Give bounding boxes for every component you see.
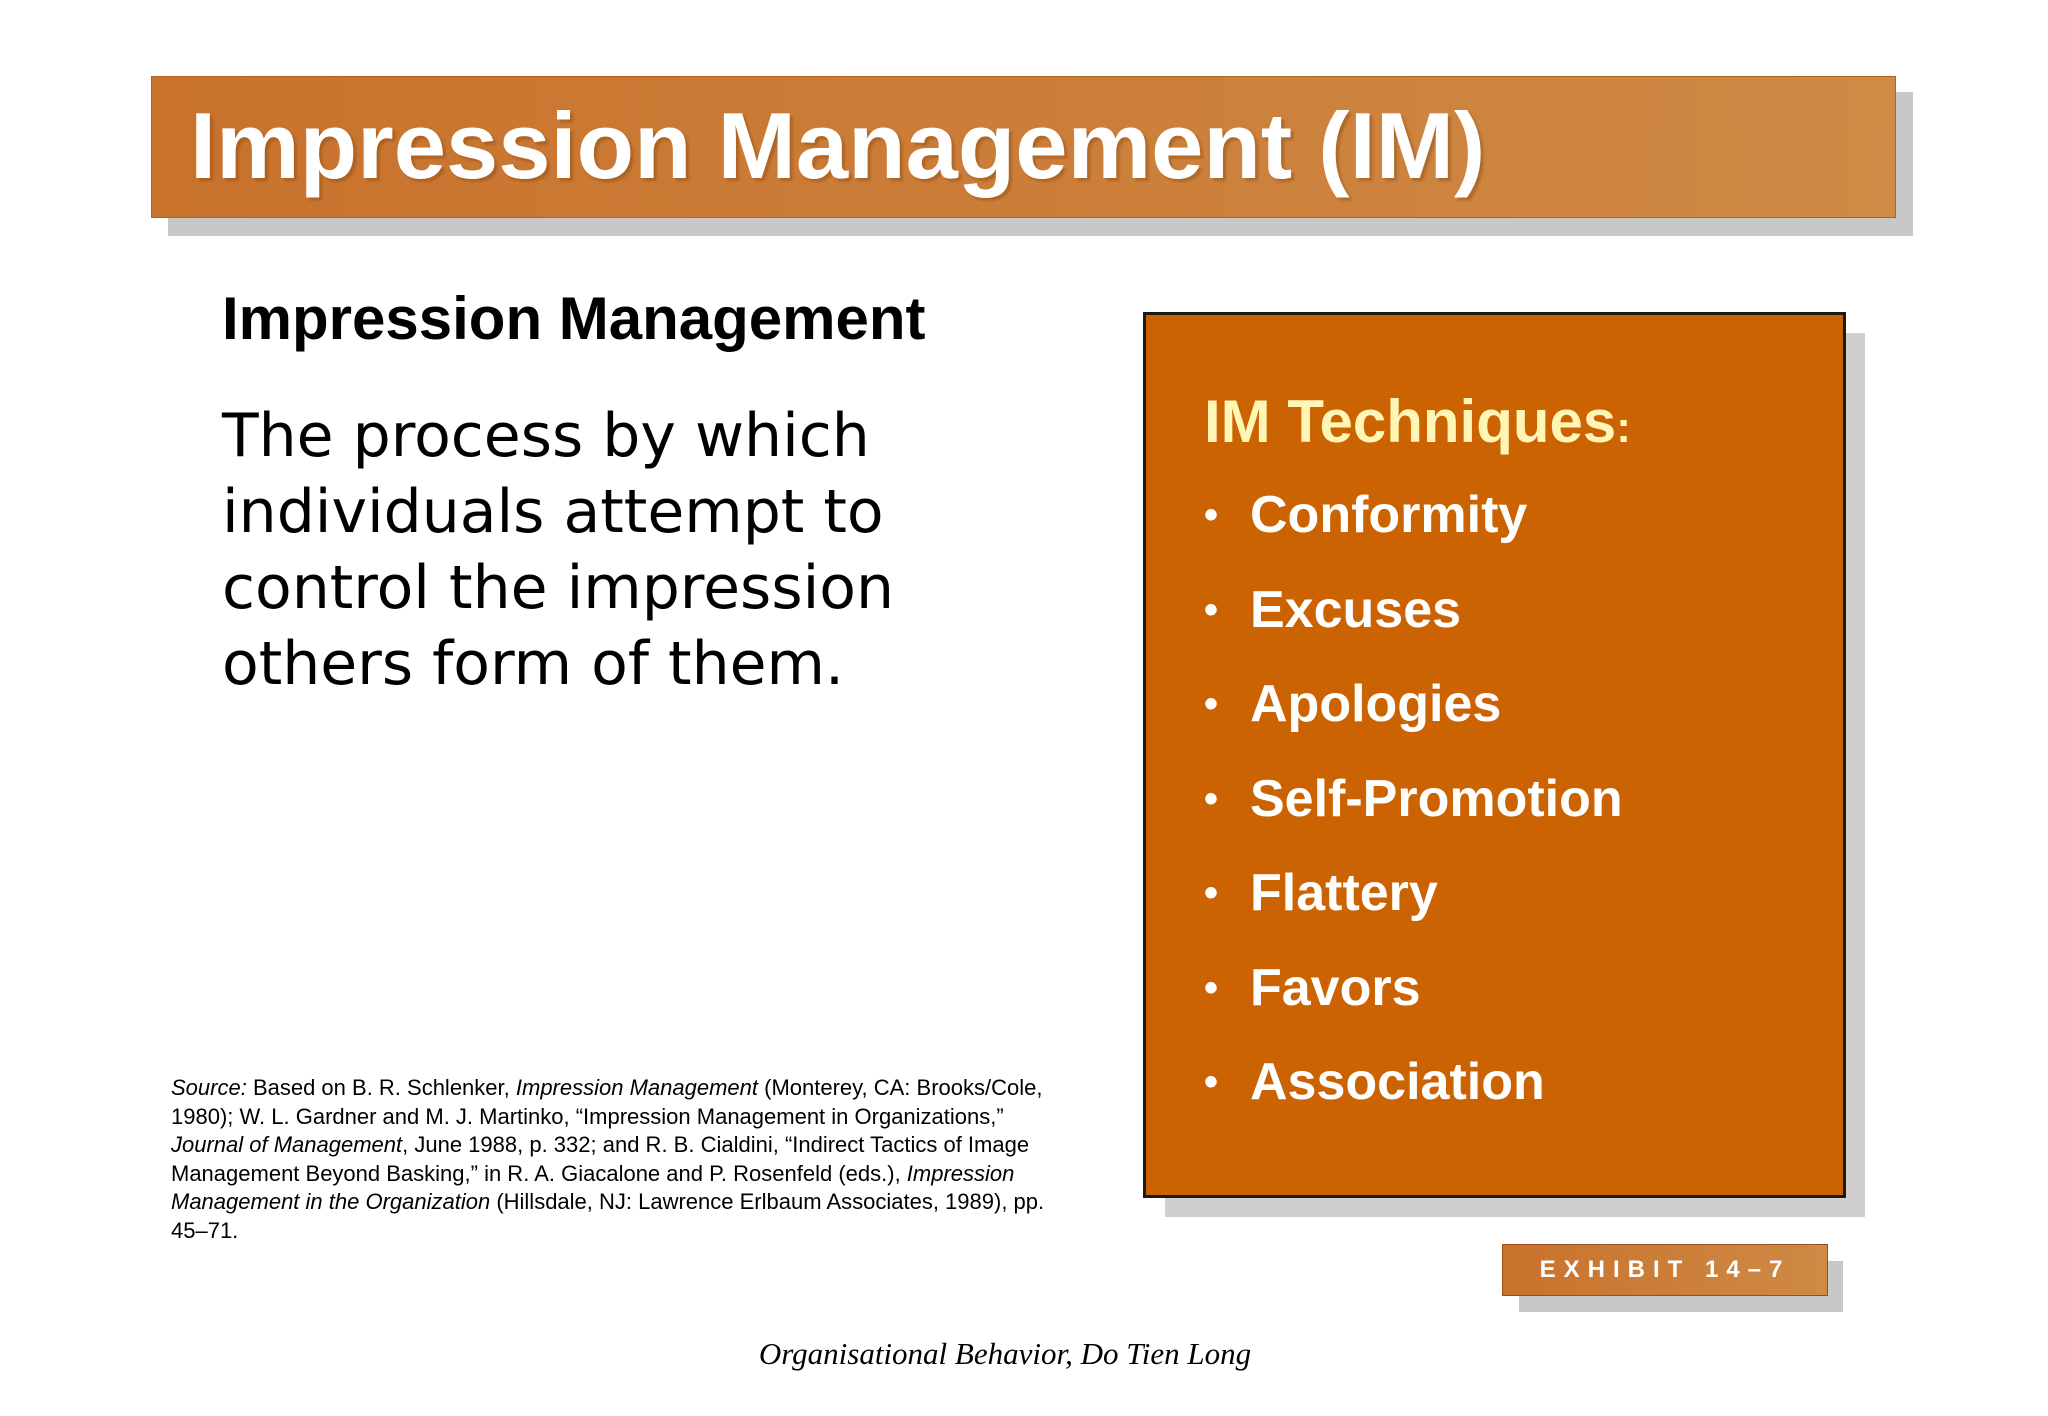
techniques-heading-colon: : (1616, 403, 1631, 452)
bullet-icon: • (1204, 965, 1219, 1010)
bullet-icon: • (1204, 682, 1219, 726)
technique-label: Excuses (1250, 580, 1462, 639)
source-text-1: Based on B. R. Schlenker, (246, 1075, 516, 1100)
list-item (1204, 580, 1623, 675)
slide-title: Impression Management (IM) (190, 93, 1486, 198)
footer-credit: Organisational Behavior, Do Tien Long (758, 1336, 1252, 1371)
list-item (1204, 485, 1623, 580)
source-note (171, 1074, 1071, 1245)
list-item (1204, 769, 1623, 864)
bullet-icon: • (1204, 776, 1219, 821)
techniques-list (1204, 485, 1623, 1147)
techniques-heading (1204, 387, 1631, 456)
term-definition: The process by which individuals attempt to control the impression others form of them. (222, 401, 894, 699)
list-item (1204, 1052, 1623, 1147)
source-text-3: , June 1988, p. 332; and R. B. Cialdini, “Indirect Tactics of Image Management Beyond Basking,” in R. A. Giacalone and P. Rosenfeld (eds.), (171, 1132, 1030, 1186)
techniques-heading-text: IM Techniques (1204, 388, 1617, 455)
bullet-icon: • (1204, 587, 1219, 632)
bullet-icon: • (1204, 871, 1219, 915)
source-text-2: (Monterey, CA: Brooks/Cole, 1980); W. L. Gardner and M. J. Martinko, “Impression Management in Organizations,” (171, 1075, 1043, 1129)
list-item (1204, 674, 1623, 769)
source-title-3: Impression Management in the Organization (171, 1160, 1015, 1214)
bullet-icon: • (1204, 1060, 1219, 1104)
technique-label: Apologies (1250, 675, 1502, 733)
source-label: Source: (171, 1075, 247, 1100)
technique-label: Association (1250, 1053, 1545, 1111)
source-title-1: Impression Management (515, 1075, 758, 1100)
source-text-4: (Hillsdale, NJ: Lawrence Erlbaum Associates, 1989), pp. 45–71. (171, 1189, 1045, 1243)
exhibit-tag: EXHIBIT 14–7 (1502, 1244, 1828, 1296)
list-item (1204, 863, 1623, 958)
technique-label: Flattery (1250, 864, 1438, 922)
term-heading: Impression Management (222, 285, 926, 352)
technique-label: Self-Promotion (1250, 769, 1623, 828)
technique-label: Favors (1250, 958, 1421, 1017)
source-title-2: Journal of Management (171, 1132, 403, 1157)
list-item (1204, 958, 1623, 1053)
techniques-box (1143, 312, 1846, 1198)
bullet-icon: • (1204, 493, 1219, 537)
technique-label: Conformity (1250, 486, 1528, 544)
title-banner (151, 76, 1896, 218)
